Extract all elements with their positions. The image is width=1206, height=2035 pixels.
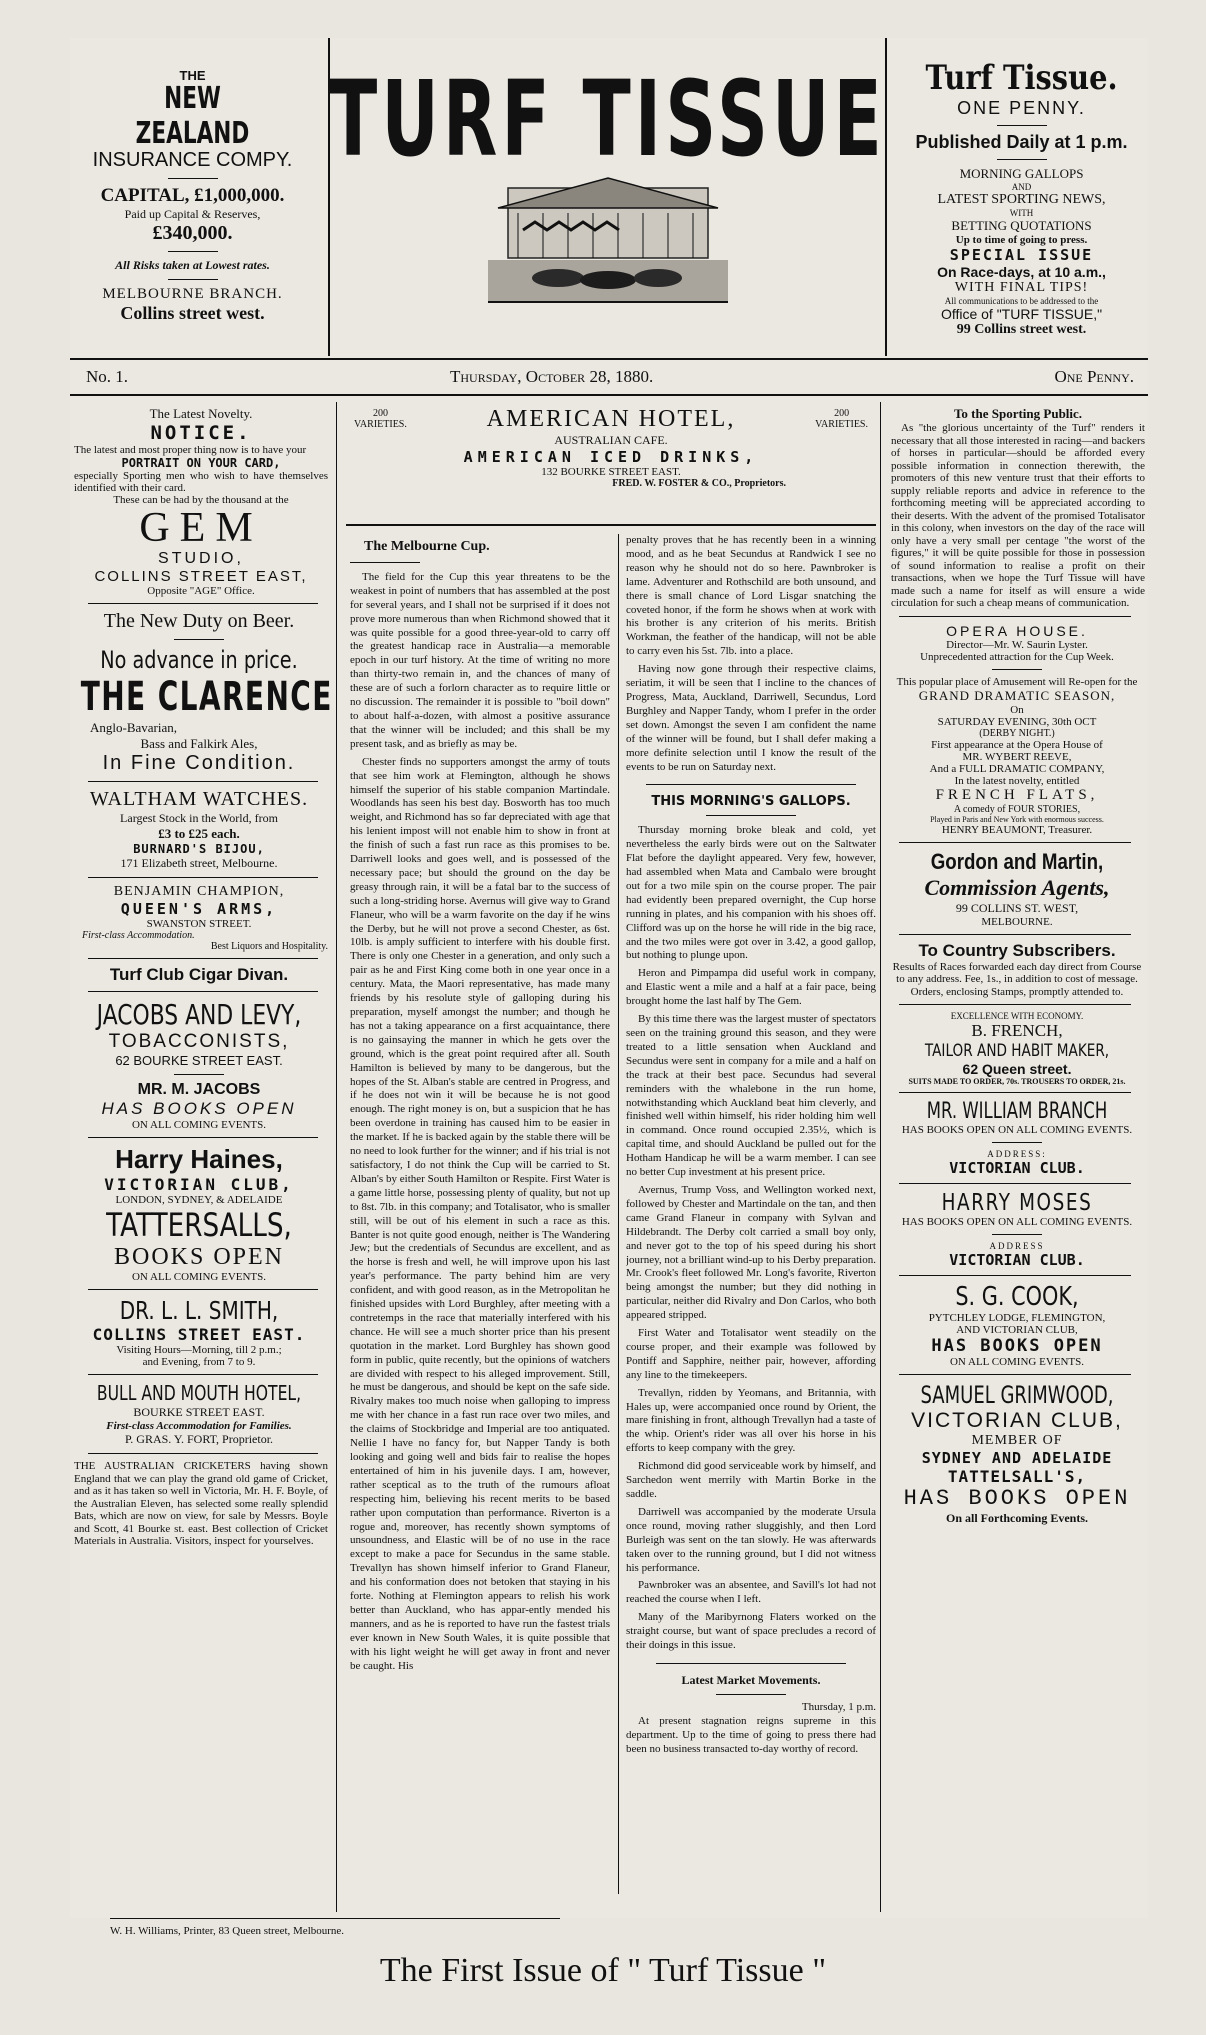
divider bbox=[899, 1374, 1131, 1375]
image-caption: The First Issue of " Turf Tissue " bbox=[379, 1952, 827, 1989]
tissue-with: WITH bbox=[1009, 208, 1034, 218]
gem-studio-name: GEM bbox=[139, 505, 263, 551]
tailor: TAILOR AND HABIT MAKER, bbox=[924, 1040, 1110, 1061]
divider bbox=[88, 1374, 318, 1375]
insurance-the: THE bbox=[179, 68, 206, 83]
haines-cities: LONDON, SYDNEY, & ADELAIDE bbox=[115, 1194, 283, 1206]
notice-text-2: especially Sporting men who wish to have themselves identified with their card. bbox=[74, 470, 328, 494]
opera-first: First appearance at the Opera House of bbox=[931, 738, 1103, 751]
market-title: Latest Market Movements. bbox=[681, 1672, 821, 1687]
branch-books: HAS BOOKS OPEN ON ALL COMING EVENTS. bbox=[901, 1123, 1133, 1136]
opera-saturday: SATURDAY EVENING, 30th OCT bbox=[937, 715, 1097, 728]
racecourse-engraving bbox=[478, 168, 738, 308]
opera-comedy: A comedy of FOUR STORIES, bbox=[953, 803, 1081, 815]
cook-books: HAS BOOKS OPEN bbox=[931, 1335, 1103, 1356]
william-branch: MR. WILLIAM BRANCH bbox=[926, 1098, 1108, 1124]
masthead bbox=[70, 38, 1148, 360]
opera-director: Director—Mr. W. Saurin Lyster. bbox=[946, 638, 1088, 651]
bull-mouth: BULL AND MOUTH HOTEL, bbox=[96, 1381, 302, 1405]
cricketers-notice: THE AUSTRALIAN CRICKETERS having shown England that we can play the grand old game of Cricket, and as it has taken so well in Victoria, Mr. H. F. Boyle, of the Australian Eleven, has selected some really splendid Bats, which are now on view, for sale by Messrs. Boyle and Scott, 41 Bourke st. east. Best collection of Cricket Materials in Australia. Visitors, inspect for yourselves. bbox=[74, 1460, 328, 1547]
hotel-cafe: AUSTRALIAN CAFE. bbox=[554, 433, 668, 447]
clarence-bass: Bass and Falkirk Ales, bbox=[140, 736, 258, 751]
dr-smith: DR. L. L. SMITH, bbox=[119, 1296, 279, 1325]
gem-opposite: Opposite "AGE" Office. bbox=[147, 585, 255, 597]
queens-arms: QUEEN'S ARMS, bbox=[120, 900, 278, 918]
gordon-martin: Gordon and Martin, bbox=[930, 848, 1104, 874]
cigar-divan: Turf Club Cigar Divan. bbox=[109, 965, 289, 984]
gem-address: COLLINS STREET EAST, bbox=[94, 568, 308, 585]
bull-address: BOURKE STREET EAST. bbox=[133, 1405, 265, 1419]
opera-flats: FRENCH FLATS, bbox=[935, 786, 1099, 803]
opera-popular: This popular place of Amusement will Re-open for the bbox=[896, 675, 1138, 688]
divider bbox=[992, 1234, 1042, 1235]
tissue-info bbox=[895, 58, 1148, 338]
queens-accommodation: First-class Accommodation. bbox=[82, 930, 195, 941]
gallops-paragraph: First Water and Totalisator went steadily on the course proper, and their example was followed by Pontiff and Sapphire, neither pair, however, affording any line to the timekeepers. bbox=[626, 1327, 876, 1381]
tissue-address-note: All communications to be addressed to the bbox=[944, 296, 1099, 306]
gallops-paragraph: Many of the Maribyrnong Flaters worked on the straight course, but want of space precludes a record of their doings in this issue. bbox=[626, 1611, 876, 1652]
opera-company: And a FULL DRAMATIC COMPANY, bbox=[929, 762, 1105, 775]
tissue-betting: BETTING QUOTATIONS bbox=[951, 218, 1092, 233]
tissue-office: Office of "TURF TISSUE," bbox=[940, 306, 1103, 322]
smith-hours: Visiting Hours—Morning, till 2 p.m.; bbox=[116, 1344, 282, 1356]
divider bbox=[350, 562, 420, 563]
branch-address-label: ADDRESS: bbox=[987, 1148, 1047, 1159]
insurance-branch: MELBOURNE BRANCH. bbox=[102, 286, 283, 302]
grimwood-club: VICTORIAN CLUB, bbox=[911, 1408, 1123, 1432]
opera-house: OPERA HOUSE. bbox=[946, 622, 1088, 639]
divider bbox=[716, 1694, 786, 1695]
portrait-line: PORTRAIT ON YOUR CARD, bbox=[121, 456, 281, 470]
beer-duty: The New Duty on Beer. bbox=[103, 610, 295, 632]
smith-hours-2: and Evening, from 7 to 9. bbox=[142, 1356, 256, 1368]
moses-club: VICTORIAN CLUB. bbox=[949, 1250, 1085, 1269]
grimwood-events: On all Forthcoming Events. bbox=[945, 1510, 1088, 1525]
hotel-proprietors: FRED. W. FOSTER & CO., Proprietors. bbox=[612, 478, 786, 489]
tissue-name: Turf Tissue. bbox=[925, 58, 1118, 98]
clarence-condition: In Fine Condition. bbox=[102, 752, 296, 774]
divider bbox=[88, 991, 318, 992]
divider bbox=[706, 815, 796, 816]
opera-played: Played in Paris and New York with enormous success. bbox=[930, 814, 1104, 824]
cook-club: AND VICTORIAN CLUB, bbox=[956, 1323, 1078, 1336]
american-hotel-ad bbox=[346, 402, 876, 526]
country-text: Results of Races forwarded each day direct from Course to any address. Fee, 1s., in addition to cost of message. bbox=[892, 960, 1142, 985]
notice-heading: NOTICE. bbox=[150, 422, 252, 444]
divider bbox=[899, 616, 1131, 617]
advert-column-left bbox=[70, 402, 337, 1912]
gallops-paragraph: Richmond did good serviceable work by himself, and Sarchedon went merrily with Martin Borke in the saddle. bbox=[626, 1460, 876, 1500]
printer-line bbox=[110, 1918, 560, 1937]
melbourne-cup-column bbox=[350, 534, 619, 1894]
opera-treasurer: HENRY BEAUMONT, Treasurer. bbox=[941, 823, 1093, 836]
insurance-capital: CAPITAL, £1,000,000. bbox=[100, 185, 285, 206]
samuel-grimwood: SAMUEL GRIMWOOD, bbox=[920, 1380, 1114, 1409]
opera-season: GRAND DRAMATIC SEASON, bbox=[918, 687, 1116, 703]
bull-proprietor: P. GRAS. Y. FORT, Proprietor. bbox=[124, 1432, 274, 1446]
grimwood-member: MEMBER OF bbox=[971, 1432, 1063, 1448]
opera-novelty: In the latest novelty, entitled bbox=[954, 774, 1080, 787]
newspaper-page bbox=[70, 38, 1148, 1937]
gallops-paragraph: Avernus, Trump Voss, and Wellington worked next, followed by Chester and Martindale on the tan, and then came Grand Flaneur in company with Sylvan and Hildebrandt. The Derby colt carried a small boy only, and never got to the top of his speed during his short journey, not a brilliant wind-up to his Derby preparation. Mr. Crook's fleet followed Mr. Long's favorite, Riverton being amongst the number; but they did nothing in particular, neither did Rivalry and Don Carlos, who both appeared stripped. bbox=[626, 1183, 876, 1322]
tissue-price: ONE PENNY. bbox=[957, 98, 1086, 118]
burnard-bijou: BURNARD'S BIJOU, bbox=[133, 842, 265, 856]
divider bbox=[88, 1453, 318, 1454]
haines-club: VICTORIAN CLUB, bbox=[104, 1175, 294, 1194]
divider bbox=[899, 1183, 1131, 1184]
divider bbox=[992, 669, 1042, 670]
divider bbox=[899, 934, 1131, 935]
varieties-label: VARIETIES. bbox=[815, 419, 868, 430]
tissue-special: SPECIAL ISSUE bbox=[949, 246, 1094, 264]
sg-cook: S. G. COOK, bbox=[955, 1281, 1079, 1312]
article-title: The Melbourne Cup. bbox=[364, 539, 490, 554]
divider bbox=[88, 877, 318, 878]
article-paragraph: Chester finds no supporters amongst the army of touts that see him work at Flemington, although he shows himself the superior of his stable companion Martindale. Woodlands has seen his best day. Bosworth has too much weight, and Richmond has so far depreciated with age that his lenient impost will not enable him to show in front at the finish of such a fast run race as this promises to be. Darriwell looks and goes well, and is possessed of the necessary pace; but should the ground on the day be greasy through rain, it will be a fatal bar to the success of such a long-striding horse. Avernus will give way to Grand Flaneur, who will be a warm favorite on the day if he wins the Derby, but he will not prove a second Chester, as 6st. 10lb. is amply sufficient to interfere with his double first. There is only one Chester in a generation, and only such a pair as he and First King come both in one year once in a century. Mata, the Maori representative, has made many friends by his resolute style of galloping during his preparation, myself amongst the number; and though he has not a taking appearance on a first acquaintance, there is no gainsaying the manner in which he gets over the ground, which is the great point required after all. South Hamilton is believed by many to be dangerous, but the hopes of the St. Alban's stable are centred in Progress, and if he does not win it will be because he is not good enough. The right money is on, but a suspicion that he has been overdone in training has caused him to be easier in the market. If he is backed again by the stable there will be no need to look further for the winner; and if his trial is not satisfactory, I do not think the Cup will be carried to St. Alban's by either South Hamilton or Respite. First Water is a game little horse, possessing plenty of quality, but not up to 8st. 7lb. in this company; and Totalisator, who is smaller still, will be out of his element in such a race as this. Banter is not quite good enough, neither is The Wandering Jew; but the credentials of Secundus are excellent, and as the horse is fresh and well, he will improve upon his last year's performance. The party behind him are very confident, and with good reason, as in the Metropolitan he finished upsides with Lord Burghley, after meeting with a contretemps in the race that materially interfered with his chance. He will see a much shorter price than his present quotation in the market. Lord Burghley has shown good form in public, quite recently, but the opinions of watchers are divided with respect to his alleged improvement. Still, he must be dangerous, and should be kept on the safe side. Rivalry makes too much noise when galloping to impress me with her chance in a fast run race over two miles, and the claims of Stockbridge and Imperial are too antiquated. Nellie I have no fancy for, but Napper Tandy is both looking and going well and bids fair to realise the hopes entertained of him in his juvenile days. I am, however, rather sceptical as to the truth of the rumours afloat respecting him, believing his recent merits to be based rather upon computation than performance. Riverton is a rogue and, moreover, has recently shown symptoms of unsoundness, and Elastic will be of no use in the race except to make a pace for Secundus in the same stable. Trevallyn has shown himself inferior to Grand Flaneur, and his conformation does not betoken that staying in his forte. Nothing at Flemington appears to relish his work better than Auckland, who has appar-ently mended his manners, and as he is reported to have run the fastest trials ever known in New South Wales, it is quite possible that with his light weight he will get away in front and never be caught. His bbox=[350, 755, 610, 1672]
tailor-address: 62 Queen street. bbox=[962, 1060, 1072, 1077]
gallops-title: THIS MORNING'S GALLOPS. bbox=[651, 794, 851, 810]
divider bbox=[174, 1074, 224, 1075]
divider bbox=[88, 1137, 318, 1138]
grimwood-tatt: TATTELSALL'S, bbox=[947, 1466, 1087, 1486]
article-paragraph: The field for the Cup this year threatens to be the weakest in point of numbers that has assembled at the post for several years, and I shall not be surprised if it does not prove more numerous than when Richmond showed that it was quite possible for a good three-year-old to carry off the greatest handicap race in Australia—a memorable epoch in our turf history. At the time of writing no more than thirty-two remain in, and the chances of many of these are of such a forlorn character as to require little or no discussion. The remainder it is possible to "boil down" to about half-a-dozen, with almost a positive assurance that the winner will be included; and this shall be my present task, and as briefly as may be. bbox=[350, 570, 610, 750]
article-paragraph: penalty proves that he has recently been in a winning mood, and as he beat Secundus at Randwick I see no reason why he should not do so here. Pawnbroker is lame. Adventurer and Rothschild are both unsound, and there is small chance of Lord Lisgar snatching the coveted honor, if the form he shows when at work with his brother is any criterion of his merits. British Workman, the feather of the handicap, will not be able to carry even his 5st. 7lb. into a place. bbox=[626, 534, 876, 658]
hotel-drinks: AMERICAN ICED DRINKS, bbox=[463, 448, 759, 466]
tissue-final: WITH FINAL TIPS! bbox=[954, 280, 1089, 295]
insurance-company: NEW ZEALAND bbox=[135, 81, 250, 151]
cook-events: ON ALL COMING EVENTS. bbox=[949, 1355, 1085, 1368]
waltham-largest: Largest Stock in the World, from bbox=[120, 811, 278, 825]
harry-moses: HARRY MOSES bbox=[941, 1189, 1093, 1216]
jacobs-address: 62 BOURKE STREET EAST. bbox=[115, 1053, 283, 1068]
gallops-paragraph: Thursday morning broke bleak and cold, yet nevertheless the early birds were out on the Saltwater Flat before the daylight appeared. Very few, however, had assembled when Mata and Cambalo were brought out for a two mile spin on the course proper. The pair had evidently been prepared overnight, the Cup horse running in plates, and his companion with his shoes off. Clifford was up on the horse he will ride in the big race, and the two miles were got over in 3.42, a good gallop, but nothing to plunge upon. bbox=[626, 824, 876, 962]
divider bbox=[88, 781, 318, 782]
gordon-address: 99 COLLINS ST. WEST, bbox=[955, 900, 1079, 915]
divider bbox=[997, 159, 1047, 160]
printer-credit: W. H. Williams, Printer, 83 Queen street, Melbourne. bbox=[110, 1925, 345, 1937]
moses-address-label: ADDRESS bbox=[989, 1240, 1045, 1251]
insurance-paid-up: Paid up Capital & Reserves, bbox=[124, 207, 261, 221]
divider bbox=[88, 603, 318, 604]
divider bbox=[899, 1092, 1131, 1093]
notice-text: The latest and most proper thing now is to have your bbox=[74, 444, 307, 456]
insurance-name: INSURANCE COMPY. bbox=[92, 149, 293, 171]
burnard-address: 171 Elizabeth street, Melbourne. bbox=[120, 856, 278, 870]
hotel-address: 132 BOURKE STREET EAST. bbox=[541, 466, 681, 478]
hotel-name: AMERICAN HOTEL, bbox=[486, 406, 736, 432]
novelty-heading: The Latest Novelty. bbox=[149, 406, 253, 421]
article-paragraph: Having now gone through their respective claims, seriatim, it will be seen that I incline to the chances of Progress, Mata, Auckland, Darriwell, Secundus, Lord Burghley and Napper Tandy, whom I prefer in the order set down. Amongst the seven I am confident the name of the winner will be found, but I shall defer making a more definite selection until I know the result of the events to be run on Saturday next. bbox=[626, 663, 876, 773]
gallops-column bbox=[626, 534, 876, 1894]
divider bbox=[168, 251, 218, 252]
varieties-left bbox=[354, 408, 407, 430]
queens-liquors: Best Liquors and Hospitality. bbox=[210, 941, 328, 952]
waltham-watches: WALTHAM WATCHES. bbox=[89, 788, 309, 810]
gallops-paragraph: Heron and Pimpampa did useful work in company, and Elastic went a mile and a half at a fair pace, being brought home the last half by The Gem. bbox=[626, 967, 876, 1008]
issue-price: One Penny. bbox=[1054, 367, 1134, 386]
no-advance: No advance in price. bbox=[100, 646, 298, 674]
grimwood-books: HAS BOOKS OPEN bbox=[903, 1485, 1131, 1511]
waltham-price: £3 to £25 each. bbox=[158, 826, 240, 841]
tissue-office-address: 99 Collins street west. bbox=[956, 322, 1087, 337]
divider bbox=[992, 1142, 1042, 1143]
public-text: As "the glorious uncertainty of the Turf" renders it necessary that all those interested in racing—and backers of horses in particular—should be afforded every possible information in connection therewith, the promoters of this new venture trust that their efforts to supply reliable reports and advice in reference to the forthcoming meeting will be appreciated according to their deserts. With the advent of the promised Totalisator in this colony, when investors on the day of the race will only have a very small per centage "the worst of the figures," it will be quite possible for those in possession of sound information to realise a profit on their transactions, when we hope the Turf Tissue will have made such a name for itself as will ensure a wide circulation for such a cheap means of communication. bbox=[891, 422, 1145, 609]
opera-derby: (DERBY NIGHT.) bbox=[979, 727, 1055, 739]
tissue-raceday: On Race-days, at 10 a.m., bbox=[937, 264, 1106, 280]
bull-families: First-class Accommodation for Families. bbox=[106, 1420, 292, 1432]
title-block bbox=[328, 38, 887, 356]
divider bbox=[646, 784, 856, 785]
harry-haines: Harry Haines, bbox=[115, 1144, 283, 1174]
public-title: To the Sporting Public. bbox=[953, 406, 1083, 421]
notice-text-3: These can be had by the thousand at the bbox=[113, 494, 289, 506]
commission-agents: Commission Agents, bbox=[924, 874, 1110, 900]
tissue-morning: MORNING GALLOPS bbox=[959, 166, 1084, 181]
gordon-city: MELBOURNE. bbox=[981, 915, 1053, 928]
divider bbox=[899, 1275, 1131, 1276]
jacobs-levy: JACOBS AND LEVY, bbox=[96, 998, 302, 1031]
gem-studio: STUDIO, bbox=[158, 550, 244, 567]
gallops-paragraph: Darriwell was accompanied by the moderate Ursula once round, moving rather sluggishly, and then Lord Burleigh was sent on the tan slowly. He was afterwards taken over to the running ground, but I did not witness his performance. bbox=[626, 1505, 876, 1574]
tattersalls: TATTERSALLS, bbox=[106, 1206, 292, 1244]
divider bbox=[997, 125, 1047, 126]
country-title: To Country Subscribers. bbox=[918, 940, 1116, 960]
grimwood-sydney: SYDNEY AND ADELAIDE bbox=[921, 1448, 1113, 1467]
newspaper-title: TURF TISSUE bbox=[329, 58, 886, 180]
country-orders: Orders, enclosing Stamps, promptly attended to. bbox=[910, 985, 1124, 998]
b-french: B. FRENCH, bbox=[971, 1020, 1063, 1040]
dateline bbox=[70, 360, 1148, 396]
varieties-right bbox=[815, 408, 868, 430]
divider bbox=[88, 958, 318, 959]
tissue-published: Published Daily at 1 p.m. bbox=[915, 132, 1128, 152]
insurance-street: Collins street west. bbox=[120, 303, 265, 323]
haines-events: ON ALL COMING EVENTS. bbox=[131, 1271, 267, 1283]
gallops-paragraph: Pawnbroker was an absentee, and Savill's lot had not reached the course when I left. bbox=[626, 1579, 876, 1606]
tissue-and: AND bbox=[1011, 182, 1032, 192]
gallops-paragraph: By this time there was the largest muster of spectators seen on the training ground this season, and they were treated to a little sensation when Auckland and Secundus were sent in company for a mile and a half on the track at their best pace. Secundus had several reminders with the whalebone in the run home, notwithstanding which Auckland beat him cleverly, and finished well within himself, his rider holding him well in command. Once round occupied 2.35½, which is capital time, and should Auckland be pulled out for the Hotham Handicap he will be a warm member. I can see no better Cup investment at his present price. bbox=[626, 1013, 876, 1179]
opera-on: On bbox=[1010, 703, 1024, 716]
divider bbox=[168, 178, 218, 179]
haines-books: BOOKS OPEN bbox=[113, 1244, 285, 1270]
insurance-risks: All Risks taken at Lowest rates. bbox=[115, 258, 270, 272]
opera-reeve: MR. WYBERT REEVE, bbox=[962, 750, 1072, 763]
insurance-ad bbox=[70, 68, 315, 324]
market-text: At present stagnation reigns supreme in this department. Up to the time of going to press there had been no business transacted to-day worthy of record. bbox=[626, 1714, 876, 1755]
jacobs-events: ON ALL COMING EVENTS. bbox=[131, 1119, 267, 1131]
issue-number: No. 1. bbox=[86, 367, 129, 386]
gallops-paragraph: Trevallyn, ridden by Yeomans, and Britannia, with Hales up, were accompanied once round by Orient, the mare finishing in front, although Trevallyn had a taste of the whip. Orient's rider was all over his horse in his efforts to keep company with the grey. bbox=[626, 1386, 876, 1455]
divider bbox=[174, 639, 224, 640]
tissue-upto: Up to time of going to press. bbox=[955, 234, 1088, 246]
clarence-anglo: Anglo-Bavarian, bbox=[90, 720, 178, 735]
moses-books: HAS BOOKS OPEN ON ALL COMING EVENTS. bbox=[901, 1215, 1133, 1228]
champion-name: BENJAMIN CHAMPION, bbox=[113, 884, 285, 899]
divider bbox=[168, 279, 218, 280]
market-date: Thursday, 1 p.m. bbox=[801, 1700, 876, 1713]
opera-attraction: Unprecedented attraction for the Cup Week. bbox=[920, 650, 1114, 663]
clarence-name: THE CLARENCE bbox=[80, 674, 333, 720]
cook-lodge: PYTCHLEY LODGE, FLEMINGTON, bbox=[928, 1311, 1106, 1324]
tailor-suits: SUITS MADE TO ORDER, 70s. TROUSERS TO ORDER, 21s. bbox=[908, 1076, 1126, 1086]
queens-address: SWANSTON STREET. bbox=[146, 918, 252, 930]
insurance-reserves: £340,000. bbox=[152, 222, 233, 244]
varieties-count: 200 bbox=[372, 408, 388, 419]
mr-jacobs: MR. M. JACOBS bbox=[137, 1081, 261, 1098]
divider bbox=[899, 1004, 1131, 1005]
jacobs-books: HAS BOOKS OPEN bbox=[101, 1099, 297, 1118]
tissue-latest: LATEST SPORTING NEWS, bbox=[937, 192, 1106, 207]
branch-club: VICTORIAN CLUB. bbox=[949, 1158, 1085, 1177]
issue-date: Thursday, October 28, 1880. bbox=[450, 367, 654, 386]
tobacconists: TOBACCONISTS, bbox=[108, 1031, 290, 1052]
advert-column-right bbox=[880, 402, 1149, 1912]
divider bbox=[656, 1663, 846, 1664]
varieties-label: VARIETIES. bbox=[354, 419, 407, 430]
smith-address: COLLINS STREET EAST. bbox=[92, 1325, 306, 1344]
divider bbox=[899, 842, 1131, 843]
excellence: EXCELLENCE WITH ECONOMY. bbox=[950, 1010, 1084, 1021]
varieties-count: 200 bbox=[834, 408, 850, 419]
divider bbox=[88, 1289, 318, 1290]
